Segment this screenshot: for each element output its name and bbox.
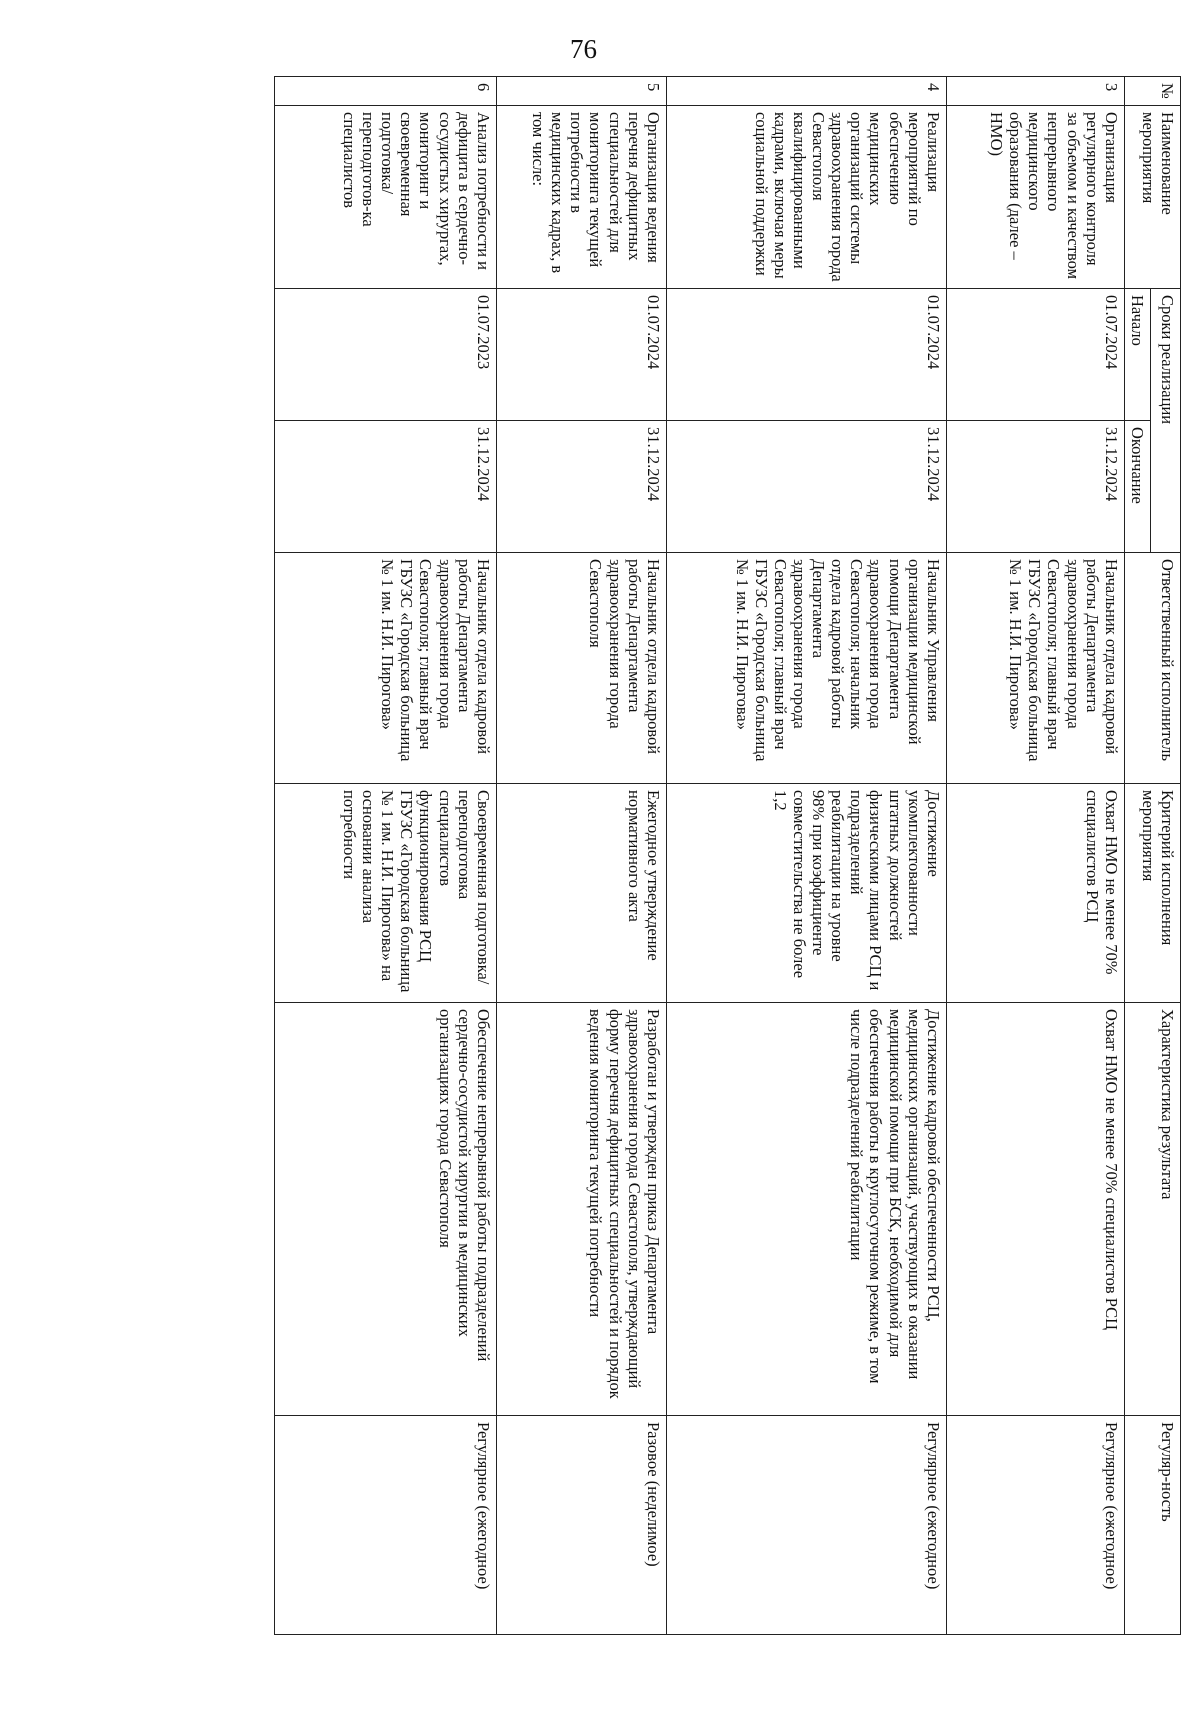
header-criterion: Критерий исполнения мероприятия [1124, 784, 1180, 1003]
table-row [496, 77, 666, 1635]
page-number: 76 [570, 34, 597, 64]
row-regularity: Регулярное (ежегодное) [666, 1416, 946, 1635]
header-result: Характеристика результата [1124, 1003, 1180, 1416]
header-period: Сроки реализации [1151, 289, 1181, 553]
header-regularity: Регуляр-ность [1124, 1416, 1180, 1635]
row-result: Охват НМО не менее 70% специалистов РСЦ [946, 1003, 1124, 1416]
row-criterion: Достижение укомплектованности штатных должностей физическими лицами РСЦ и подразделений реабилитации на уровне 98% при коэффициенте совместительства не более 1,2 [666, 784, 946, 1003]
row-end: 31.12.2024 [274, 421, 496, 553]
row-name: Организация ведения перечня дефицитных специальностей для мониторинга текущей потребности в медицинских кадрах, в том числе: [496, 106, 666, 289]
activities-table [274, 76, 1181, 1635]
row-end: 31.12.2024 [496, 421, 666, 553]
header-end: Окончание [1124, 421, 1150, 553]
row-name: Анализ потребности и дефицита в сердечно-сосудистых хирургах, мониторинг и своевременная подготовка/переподготов-ка специалистов [274, 106, 496, 289]
table-header-row [1151, 77, 1181, 1635]
header-start: Начало [1124, 289, 1150, 421]
row-responsible: Начальник отдела кадровой работы Департамента здравоохранения города Севастополя [496, 553, 666, 784]
row-start: 01.07.2024 [496, 289, 666, 421]
row-name: Реализация мероприятий по обеспечению медицинских организаций системы здравоохранения города Севастополя квалифицированными кадрами, включая меры социальной поддержки [666, 106, 946, 289]
row-regularity: Регулярное (ежегодное) [274, 1416, 496, 1635]
row-name: Организация регулярного контроля за объемом и качеством непрерывного медицинского образования (далее – НМО) [946, 106, 1124, 289]
row-end: 31.12.2024 [666, 421, 946, 553]
row-start: 01.07.2024 [946, 289, 1124, 421]
table-row [274, 77, 496, 1635]
row-result: Разработан и утвержден приказ Департамента здравоохранения города Севастополя, утверждающий форму перечня дефицитных специальностей и порядок ведения мониторинга текущей потребности [496, 1003, 666, 1416]
row-num: 6 [274, 77, 496, 106]
row-criterion: Охват НМО не менее 70% специалистов РСЦ [946, 784, 1124, 1003]
row-start: 01.07.2023 [274, 289, 496, 421]
rotated-table-container [275, 76, 1181, 1634]
row-regularity: Регулярное (ежегодное) [946, 1416, 1124, 1635]
row-start: 01.07.2024 [666, 289, 946, 421]
header-responsible: Ответственный исполнитель [1124, 553, 1180, 784]
row-result: Достижение кадровой обеспеченности РСЦ, медицинских организаций, участвующих в оказании медицинской помощи при БСК, необходимой для обеспечения работы в круглосуточном режиме, в том числе подразделений реабилитации [666, 1003, 946, 1416]
row-regularity: Разовое (неделимое) [496, 1416, 666, 1635]
row-end: 31.12.2024 [946, 421, 1124, 553]
row-responsible: Начальник Управления организации медицинской помощи Департамента здравоохранения города Севастополя; начальник отдела кадровой работы Департамента здравоохранения города Севастополя; главный врач ГБУЗС «Городская больница № 1 им. Н.И. Пирогова» [666, 553, 946, 784]
row-num: 4 [666, 77, 946, 106]
row-responsible: Начальник отдела кадровой работы Департамента здравоохранения города Севастополя; главный врач ГБУЗС «Городская больница № 1 им. Н.И. Пирогова» [946, 553, 1124, 784]
header-num: № [1124, 77, 1180, 106]
row-criterion: Своевременная подготовка/ переподготовка специалистов функционирования РСЦ ГБУЗС «Городская больница № 1 им. Н.И. Пирогова» на основании анализа потребности [274, 784, 496, 1003]
table-row [666, 77, 946, 1635]
row-num: 5 [496, 77, 666, 106]
row-criterion: Ежегодное утверждение нормативного акта [496, 784, 666, 1003]
row-responsible: Начальник отдела кадровой работы Департамента здравоохранения города Севастополя; главный врач ГБУЗС «Городская больница № 1 им. Н.И. Пирогова» [274, 553, 496, 784]
row-result: Обеспечение непрерывной работы подразделений сердечно-сосудистой хирургии в медицинских организациях города Севастополя [274, 1003, 496, 1416]
row-num: 3 [946, 77, 1124, 106]
header-name: Наименование мероприятия [1124, 106, 1180, 289]
table-row [946, 77, 1124, 1635]
